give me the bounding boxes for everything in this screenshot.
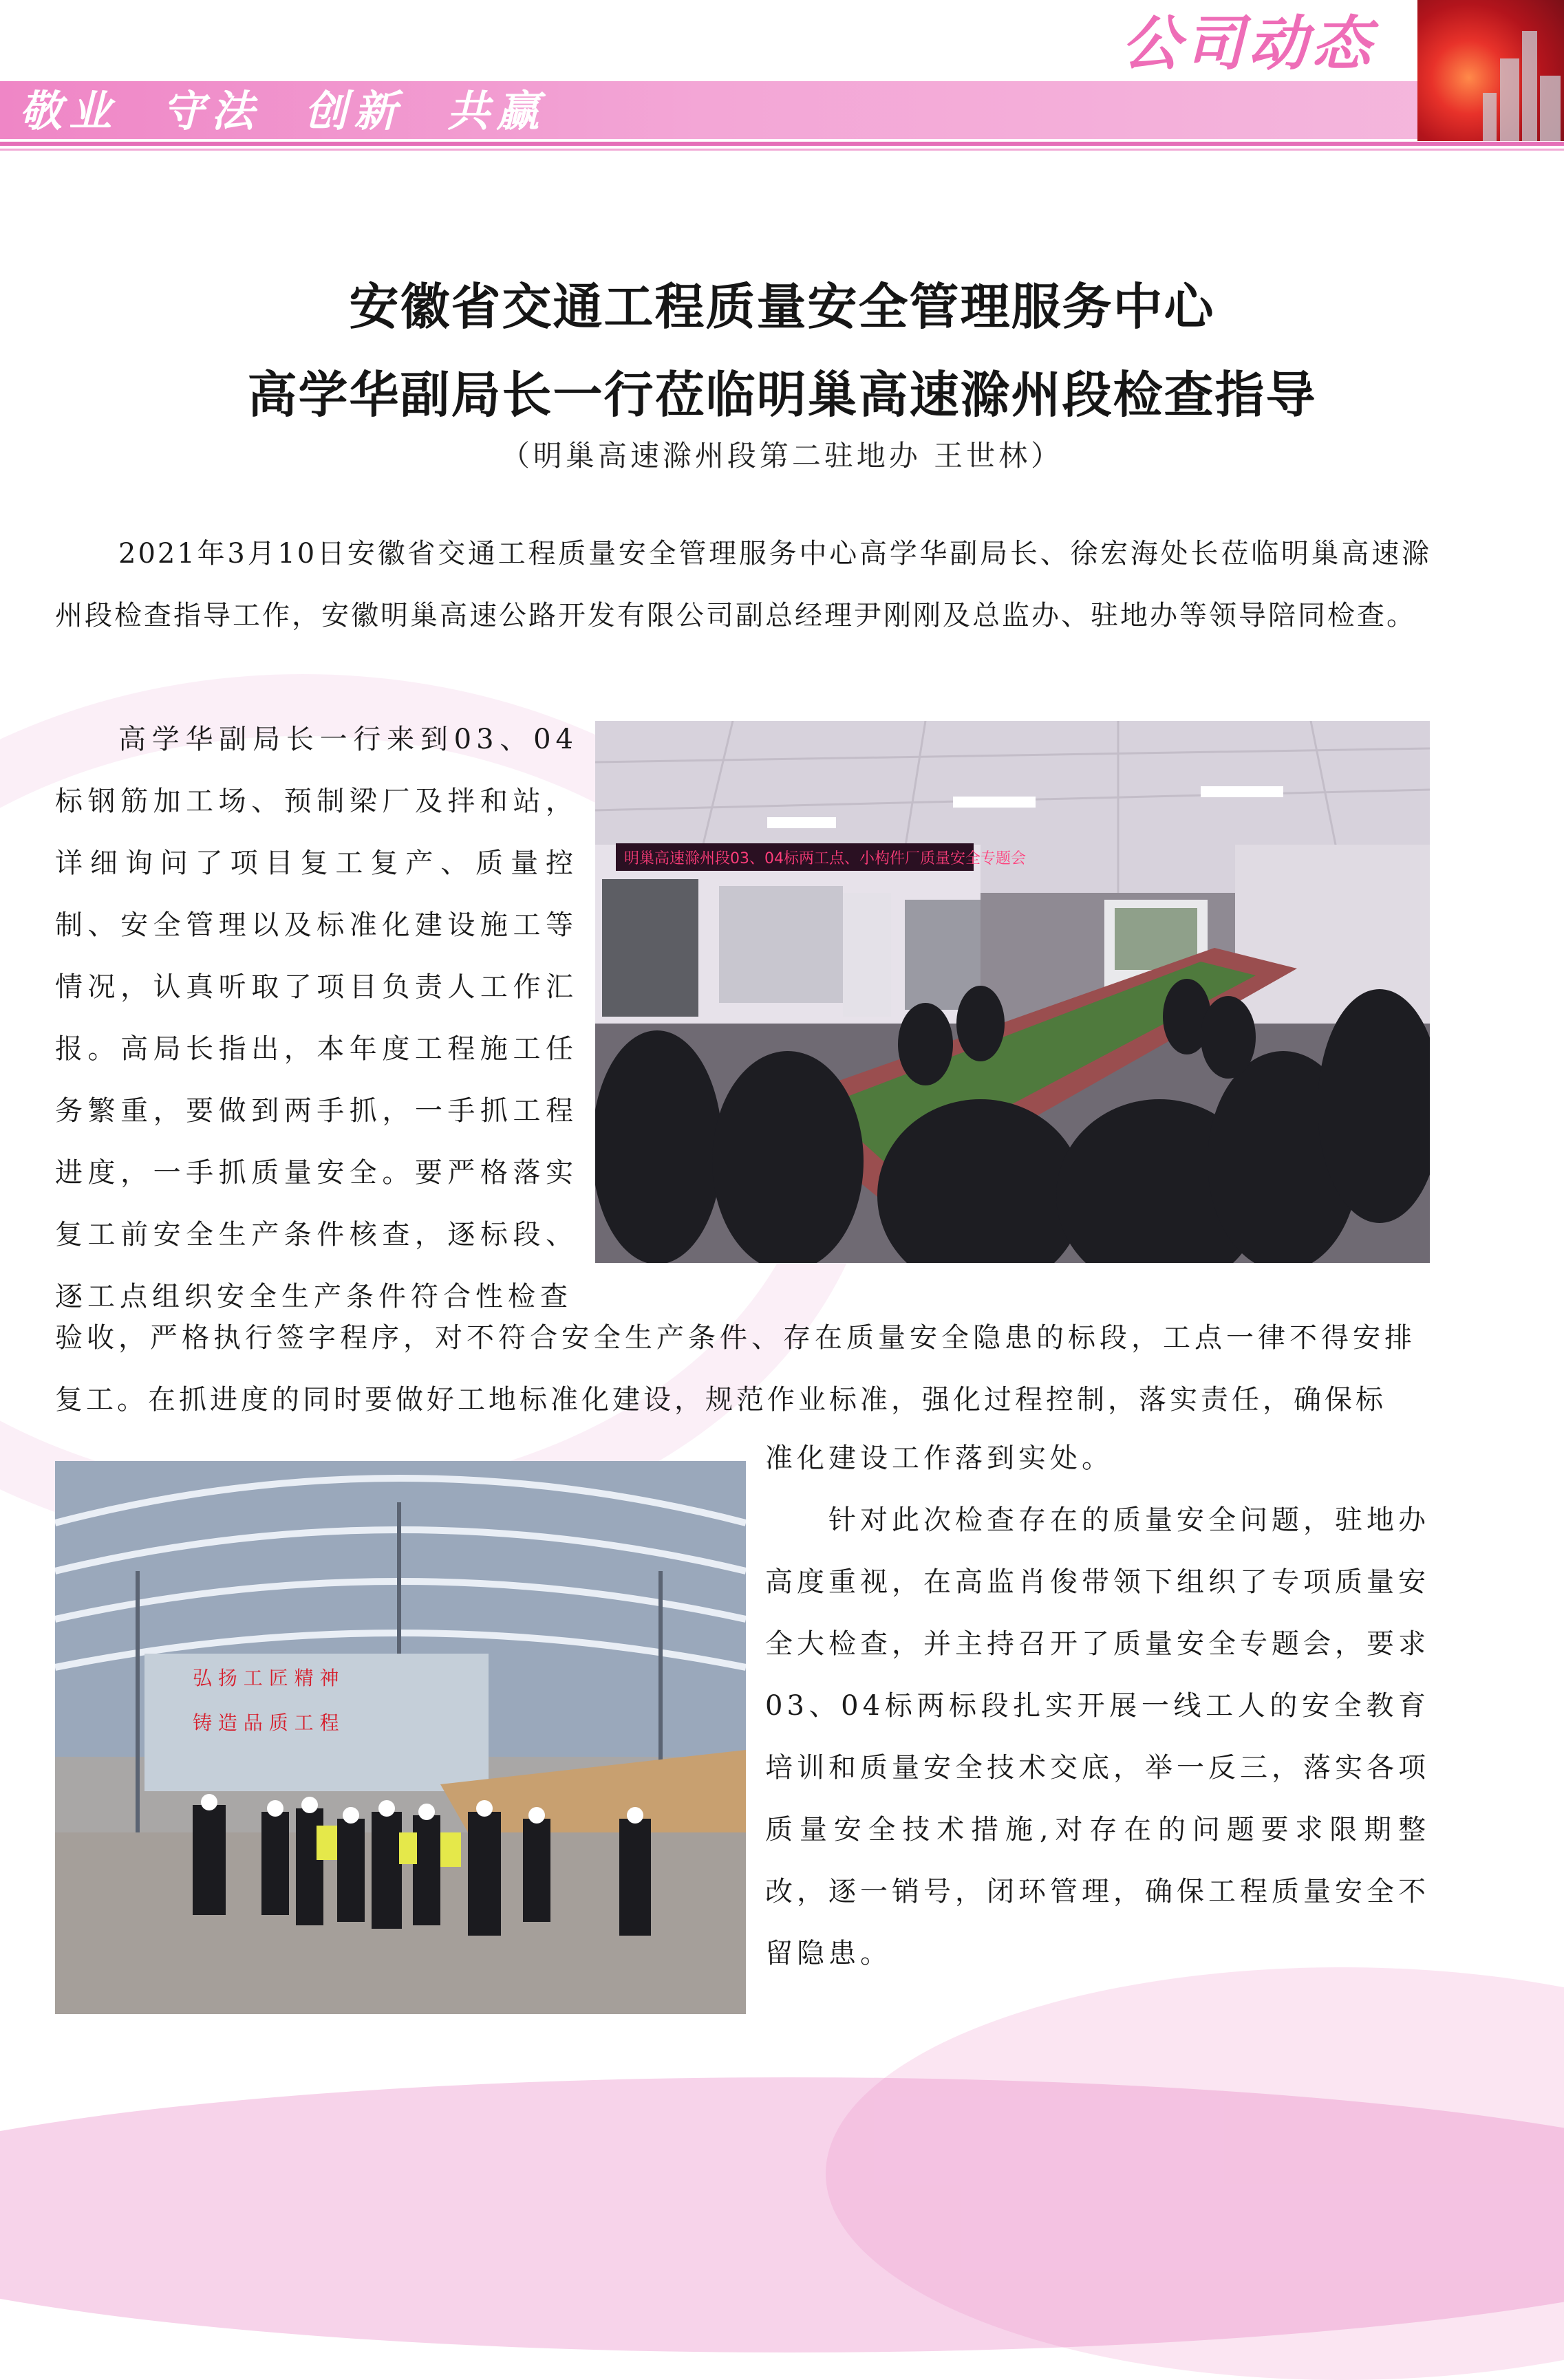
section-title: 公司动态 <box>1122 10 1375 78</box>
header-corner-image <box>1417 0 1564 141</box>
footer-wave <box>0 2077 1564 2352</box>
photo-banner-bottom: 铸 造 品 质 工 程 <box>193 1711 339 1734</box>
header-divider <box>0 149 1564 151</box>
meeting-room-photo <box>595 721 1430 1263</box>
header-divider <box>0 142 1564 146</box>
article-byline: （明巢高速滁州段第二驻地办 王世林） <box>500 439 1064 473</box>
photo-banner-top: 弘 扬 工 匠 精 神 <box>193 1667 339 1689</box>
article-paragraph-2-line: 验收，严格执行签字程序，对不符合安全生产条件、存在质量安全隐患的标段，工点一律不得安排 <box>55 1322 1416 1354</box>
article-title-line-2: 高学华副局长一行莅临明巢高速滁州段检查指导 <box>247 365 1317 424</box>
site-inspection-photo <box>55 1461 746 2014</box>
article-paragraph-2-line: 准化建设工作落到实处。 <box>765 1442 1113 1474</box>
article-paragraph-3: 针对此次检查存在的质量安全问题，驻地办高度重视，在高监肖俊带领下组织了专项质量安全大检查，并主持召开了质量安全专题会，要求03、04标两标段扎实开展一线工人的安全教育培训和质量安全技术交底，举一反三，落实各项质量安全技术措施,对存在的问题要求限期整改，逐一销号，闭环管理，确保工程质量安全不留隐患。 <box>765 1504 1430 1969</box>
article-paragraph-1: 2021年3月10日安徽省交通工程质量安全管理服务中心高学华副局长、徐宏海处长莅临明巢高速滁州段检查指导工作，安徽明巢高速公路开发有限公司副总经理尹刚刚及总监办、驻地办等领导陪同检查。 <box>55 538 1431 631</box>
article-paragraph-2: 高学华副局长一行来到03、04标钢筋加工场、预制梁厂及拌和站，详细询问了项目复工复产、质量控制、安全管理以及标准化建设施工等情况，认真听取了项目负责人工作汇报。高局长指出，本年度工程施工任务繁重，要做到两手抓，一手抓工程进度，一手抓质量安全。要严格落实复工前安全生产条件核查，逐标段、逐工点组织安全生产条件符合性检查 <box>55 724 578 1312</box>
article-paragraph-2-line: 复工。在抓进度的同时要做好工地标准化建设，规范作业标准，强化过程控制，落实责任，确保标 <box>55 1384 1386 1416</box>
header-slogan: 敬业 守法 创新 共赢 <box>19 86 546 136</box>
article-title-line-1: 安徽省交通工程质量安全管理服务中心 <box>349 277 1215 336</box>
led-banner: 明巢高速滁州段03、04标两工点、小构件厂质量安全专题会 <box>624 850 1026 867</box>
